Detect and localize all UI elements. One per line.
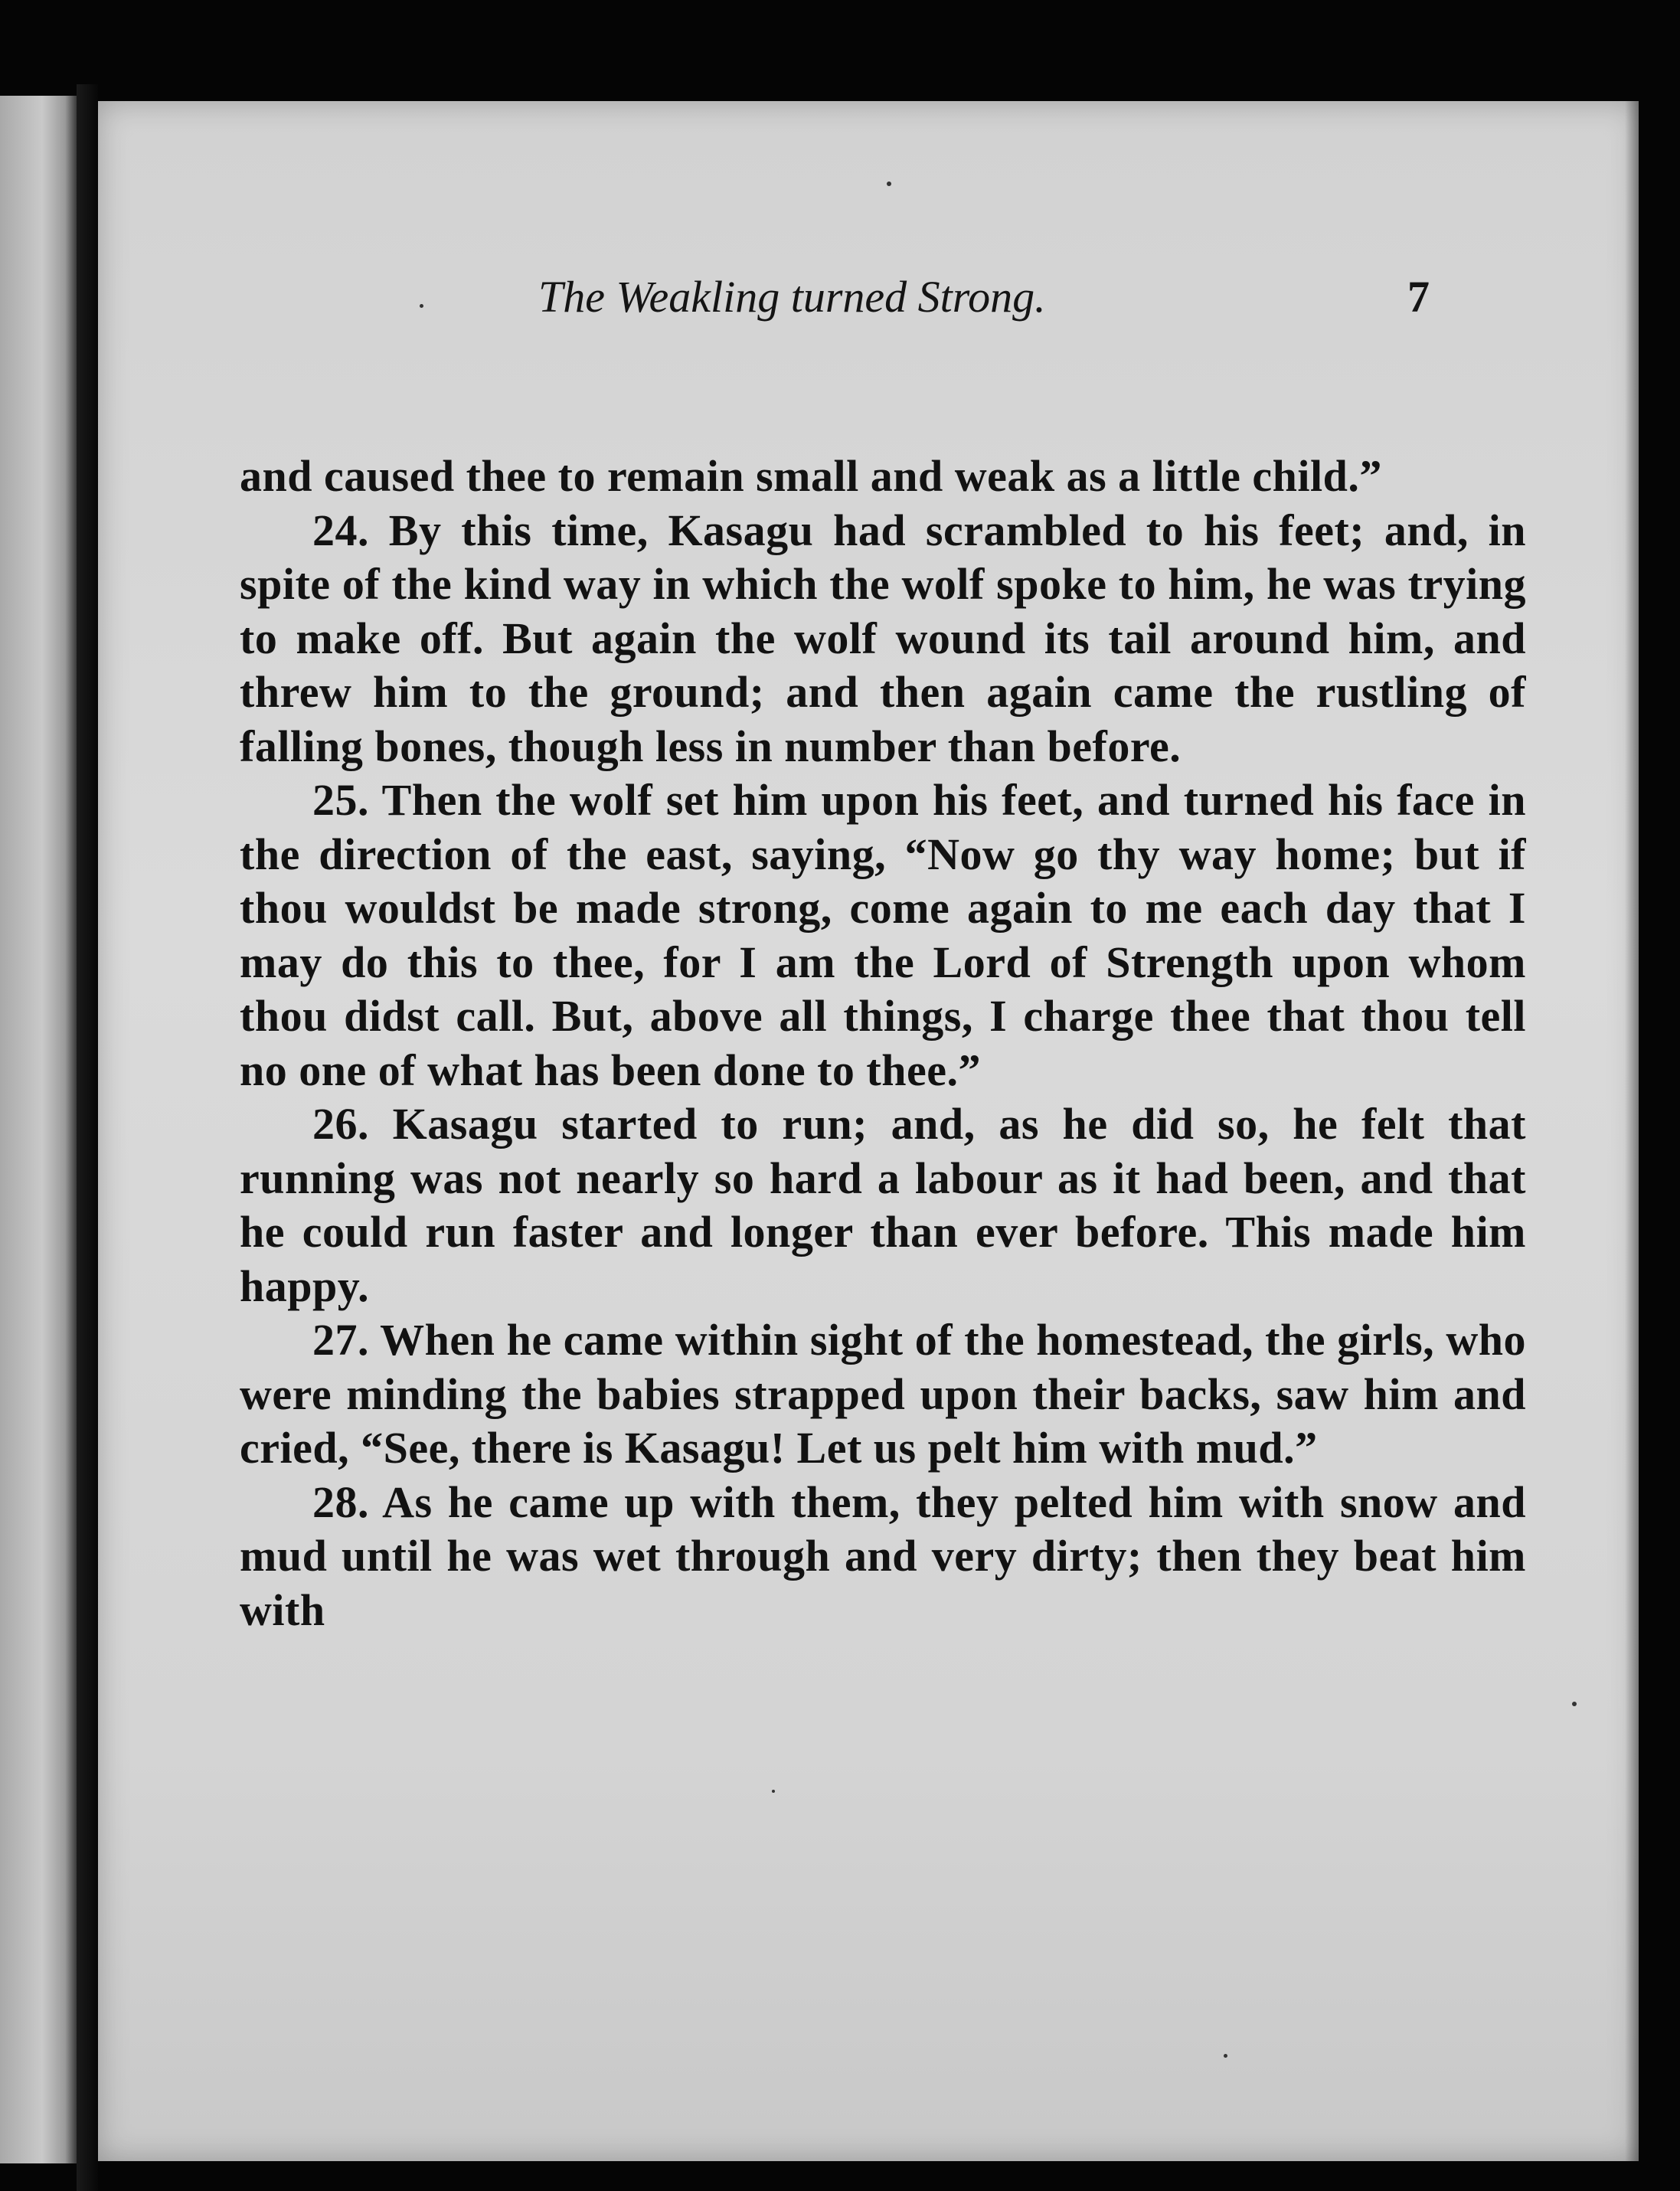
paper-speck (420, 304, 423, 308)
running-head (98, 271, 1639, 332)
book-page (98, 101, 1639, 2161)
facing-page-edge (0, 96, 77, 2163)
running-title: The Weakling turned Strong. (538, 272, 1046, 322)
paragraph-28: 28. As he came up with them, they pelted him with snow and mud until he was wet through and very dirty; then they beat him with (240, 1476, 1526, 1635)
paragraph-26: 26. Kasagu started to run; and, as he did so, he felt that running was not nearly so hard a labour as it had been, and that he could run faster and longer than ever before. This made him happy. (240, 1099, 1526, 1311)
paragraph-24: 24. By this time, Kasagu had scrambled to his feet; and, in spite of the kind way in which the wolf spoke to him, he was trying to make off. But again the wolf wound its tail around him, and threw him to the ground; and then again came the rustling of falling bones, though less in number than before. (240, 505, 1526, 771)
paper-speck (1572, 1702, 1577, 1706)
page-number: 7 (1407, 272, 1430, 322)
paper-speck (1224, 2054, 1227, 2058)
book-gutter (77, 84, 98, 2191)
page-edge-shadow (1625, 101, 1639, 2161)
paragraph-27: 27. When he came within sight of the homestead, the girls, who were minding the babies strapped upon their backs, saw him and cried, “See, there is Kasagu! Let us pelt him with mud.” (240, 1315, 1526, 1473)
paper-speck (887, 181, 891, 186)
paragraph-continued: and caused thee to remain small and weak as a little child.” (240, 451, 1382, 501)
paragraph-25: 25. Then the wolf set him upon his feet, and turned his face in the direction of the east, saying, “Now go thy way home; but if thou wouldst be made strong, come again to me each day that I may do this to thee, for I am the Lord of Strength upon whom thou didst call. But, above all things, I charge thee that thou tell no one of what has been done to thee.” (240, 775, 1526, 1095)
body-text (240, 450, 1526, 1637)
paper-speck (772, 1790, 775, 1793)
